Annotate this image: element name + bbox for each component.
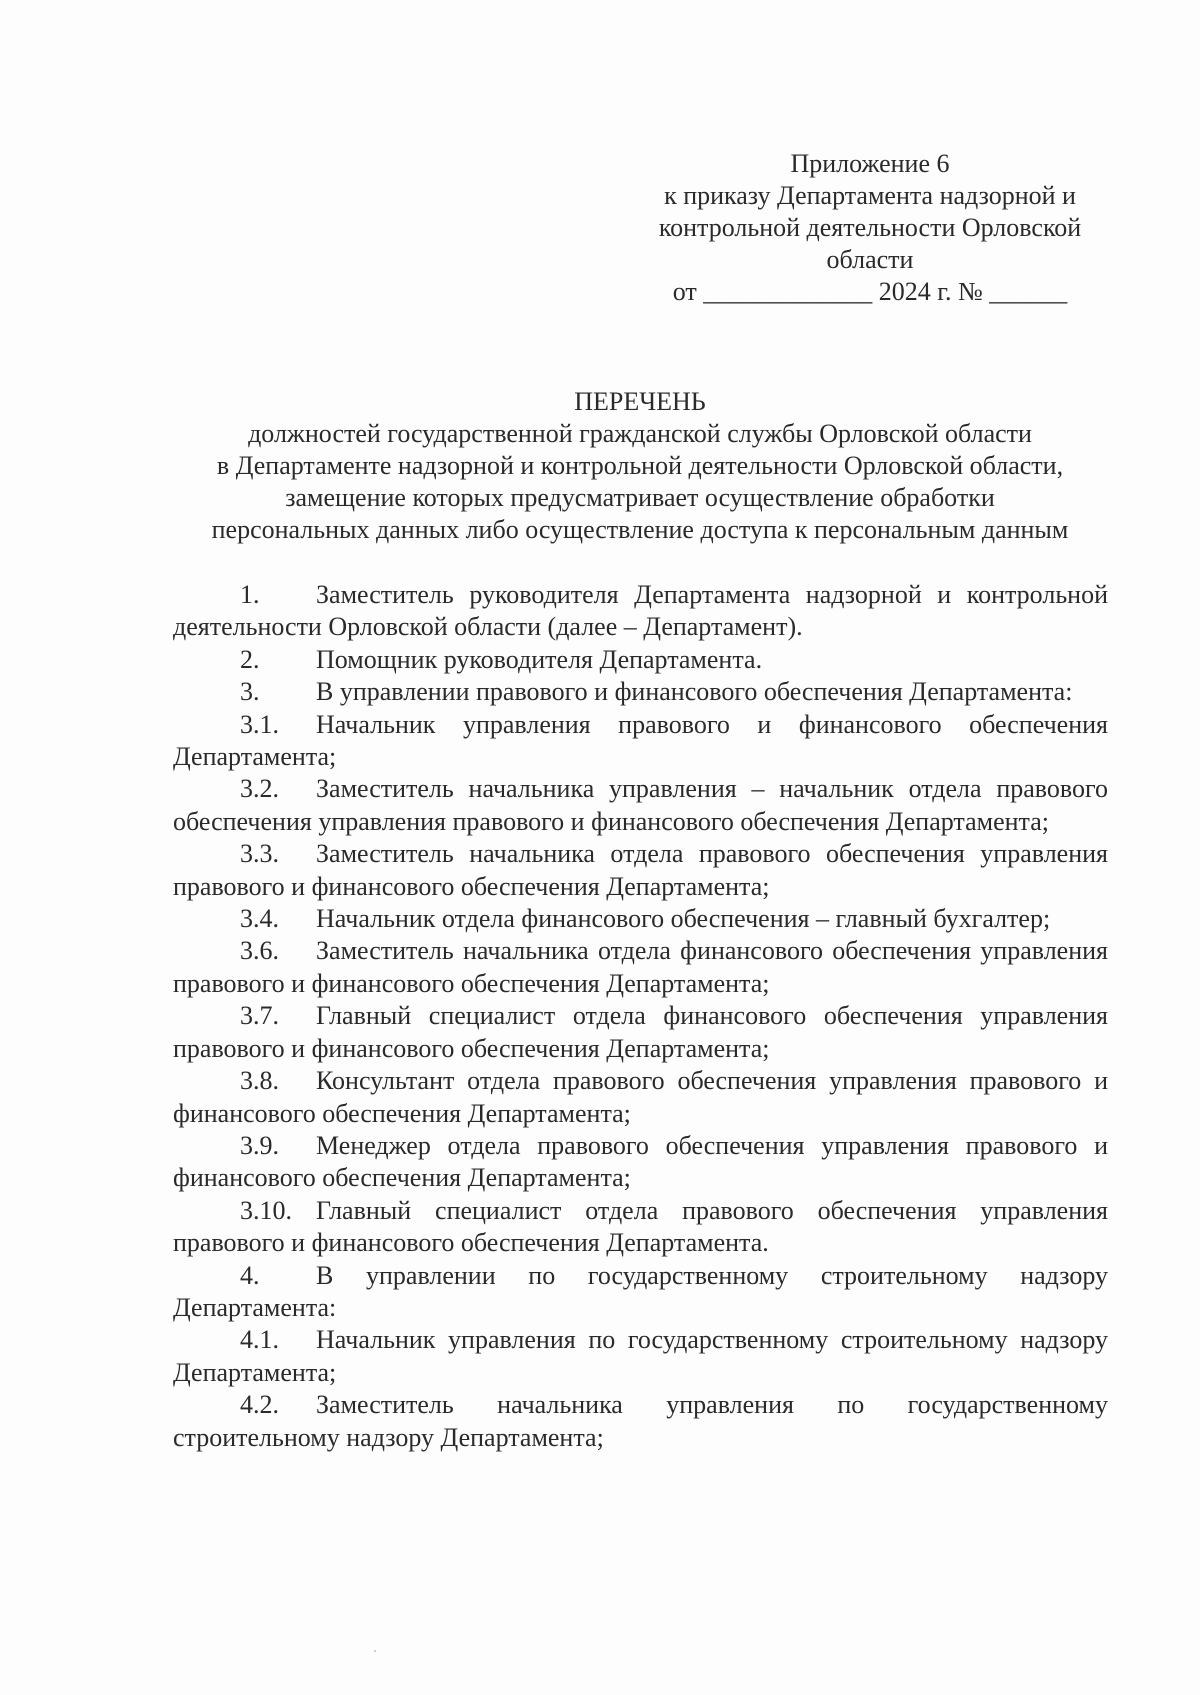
title-heading: ПЕРЕЧЕНЬ bbox=[574, 387, 706, 416]
item-text: В управлении правового и финансового обеспечения Департамента: bbox=[316, 677, 1073, 707]
list-item bbox=[173, 579, 1108, 644]
list-item bbox=[173, 709, 1108, 774]
title-sub-1: должностей государственной гражданской службы Орловской области bbox=[248, 419, 1032, 448]
appendix-date-line: от _____________ 2024 г. № ______ bbox=[672, 277, 1068, 306]
item-text: Консультант отдела правового обеспечения управления правового и финансового обеспечения Департамента; bbox=[173, 1066, 1108, 1128]
item-text: Заместитель начальника отдела правового обеспечения управления правового и финансового обеспечения Департамента; bbox=[173, 839, 1108, 901]
item-number: 3.7. bbox=[240, 1001, 279, 1031]
title-sub-3: замещение которых предусматривает осуществление обработки bbox=[285, 483, 995, 512]
item-text: Заместитель начальника управления по государственному строительному надзору Департамента; bbox=[173, 1390, 1108, 1452]
positions-list bbox=[173, 579, 1108, 1454]
document-title bbox=[150, 386, 1130, 546]
item-number: 3.3. bbox=[240, 839, 279, 869]
item-number: 3.1. bbox=[240, 709, 279, 739]
appendix-line-1: Приложение 6 bbox=[790, 149, 950, 178]
appendix-header bbox=[630, 148, 1110, 308]
list-item bbox=[173, 644, 1108, 676]
item-text: Заместитель начальника отдела финансового обеспечения управления правового и финансового обеспечения Департамента; bbox=[173, 936, 1108, 998]
list-item bbox=[173, 1130, 1108, 1195]
item-number: 3.4. bbox=[240, 904, 279, 934]
item-number: 3.10. bbox=[240, 1195, 292, 1225]
item-number: 4. bbox=[240, 1260, 260, 1290]
list-item bbox=[173, 1260, 1108, 1325]
item-text: В управлении по государственному строительному надзору Департамента: bbox=[173, 1260, 1108, 1322]
item-text: Начальник управления по государственному строительному надзору Департамента; bbox=[173, 1325, 1108, 1387]
appendix-line-2: к приказу Департамента надзорной и bbox=[664, 181, 1076, 210]
item-text: Менеджер отдела правового обеспечения управления правового и финансового обеспечения Департамента; bbox=[173, 1130, 1108, 1193]
item-text: Начальник отдела финансового обеспечения – главный бухгалтер; bbox=[316, 904, 1051, 934]
item-number: 1. bbox=[240, 580, 260, 609]
item-number: 3.8. bbox=[240, 1066, 279, 1096]
list-item bbox=[173, 935, 1108, 1000]
item-number: 3. bbox=[240, 677, 260, 707]
title-sub-2: в Департаменте надзорной и контрольной деятельности Орловской области, bbox=[216, 451, 1064, 480]
item-text: Начальник управления правового и финансового обеспечения Департамента; bbox=[173, 709, 1108, 772]
list-item bbox=[173, 1324, 1108, 1389]
list-item bbox=[173, 1000, 1108, 1065]
item-text: Главный специалист отдела правового обеспечения управления правового и финансового обеспечения Департамента. bbox=[173, 1195, 1108, 1258]
title-sub-4: персональных данных либо осуществление доступа к персональным данным bbox=[211, 515, 1069, 544]
list-item bbox=[173, 1065, 1108, 1130]
list-item bbox=[173, 676, 1108, 708]
list-item bbox=[173, 773, 1108, 838]
item-number: 4.2. bbox=[240, 1390, 279, 1420]
item-number: 3.9. bbox=[240, 1130, 279, 1160]
item-number: 3.6. bbox=[240, 936, 279, 966]
list-item bbox=[173, 1195, 1108, 1260]
item-text: Заместитель начальника управления – начальник отдела правового обеспечения управления правового и финансового обеспечения Департамента; bbox=[173, 774, 1108, 836]
appendix-line-4: области bbox=[826, 245, 914, 274]
item-number: 3.2. bbox=[240, 774, 279, 804]
item-text: Помощник руководителя Департамента. bbox=[316, 644, 763, 674]
appendix-line-3: контрольной деятельности Орловской bbox=[658, 213, 1082, 242]
item-number: 2. bbox=[240, 644, 260, 674]
scan-speck bbox=[374, 1650, 376, 1652]
list-item bbox=[173, 1389, 1108, 1454]
item-text: Заместитель руководителя Департамента надзорной и контрольной деятельности Орловской области (далее – Департамент). bbox=[173, 580, 1108, 642]
item-number: 4.1. bbox=[240, 1325, 279, 1355]
list-item bbox=[173, 838, 1108, 903]
list-item bbox=[173, 903, 1108, 935]
item-text: Главный специалист отдела финансового обеспечения управления правового и финансового обеспечения Департамента; bbox=[173, 1001, 1108, 1063]
